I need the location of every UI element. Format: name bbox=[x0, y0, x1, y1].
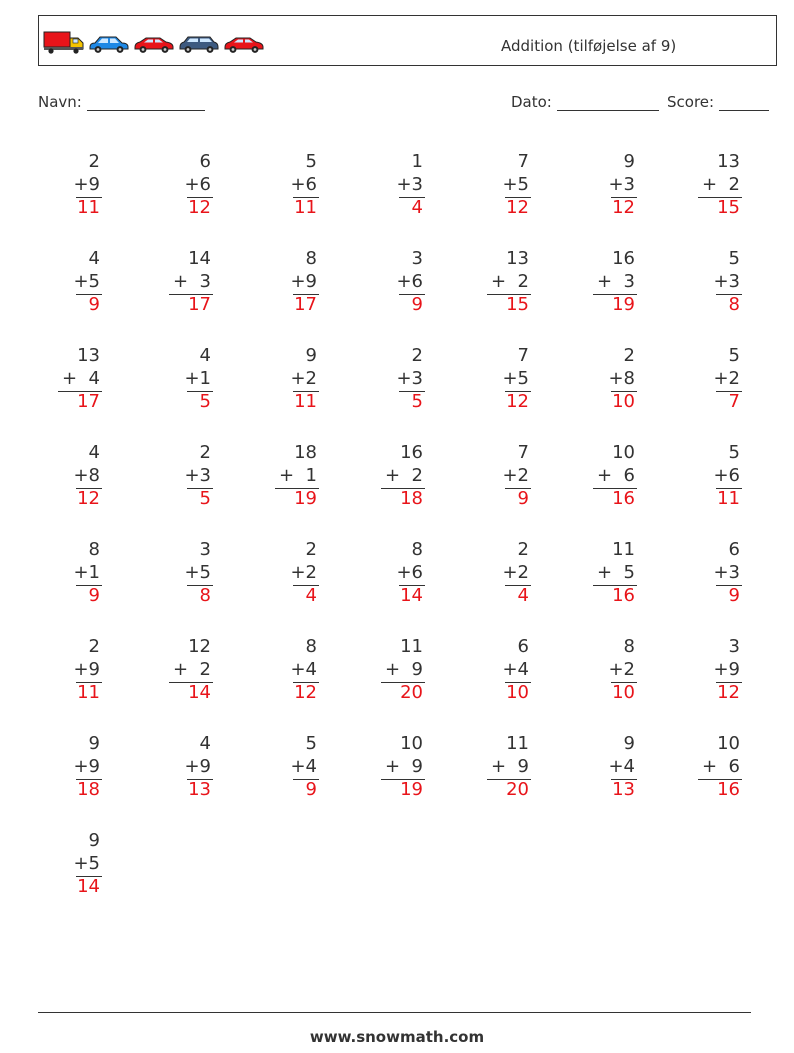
score-blank[interactable] bbox=[719, 95, 769, 111]
addend-top: 1 bbox=[411, 151, 423, 172]
addend-bottom: +2 bbox=[608, 659, 635, 680]
addend-bottom: +4 bbox=[502, 659, 529, 680]
addend-top: 2 bbox=[305, 539, 317, 560]
answer: 9 bbox=[411, 294, 423, 315]
answer: 10 bbox=[506, 682, 529, 703]
addend-bottom: +2 bbox=[290, 368, 317, 389]
addend-bottom: +9 bbox=[73, 659, 100, 680]
worksheet-header bbox=[38, 15, 777, 66]
answer: 16 bbox=[612, 585, 635, 606]
addend-top: 11 bbox=[612, 539, 635, 560]
answer: 12 bbox=[294, 682, 317, 703]
answer: 5 bbox=[199, 391, 211, 412]
addend-bottom: + 4 bbox=[62, 368, 100, 389]
addend-top: 7 bbox=[517, 151, 529, 172]
addend-top: 12 bbox=[188, 636, 211, 657]
answer: 4 bbox=[411, 197, 423, 218]
answer: 16 bbox=[717, 779, 740, 800]
addend-top: 5 bbox=[728, 442, 740, 463]
addend-bottom: +6 bbox=[396, 562, 423, 583]
addend-bottom: +9 bbox=[290, 271, 317, 292]
addend-bottom: +3 bbox=[396, 368, 423, 389]
addend-bottom: +1 bbox=[184, 368, 211, 389]
answer: 12 bbox=[506, 391, 529, 412]
addend-top: 8 bbox=[305, 636, 317, 657]
addend-bottom: +5 bbox=[502, 174, 529, 195]
addend-bottom: + 5 bbox=[597, 562, 635, 583]
answer: 20 bbox=[400, 682, 423, 703]
addend-bottom: +2 bbox=[713, 368, 740, 389]
addend-bottom: + 2 bbox=[702, 174, 740, 195]
addend-top: 13 bbox=[506, 248, 529, 269]
addend-bottom: +9 bbox=[713, 659, 740, 680]
answer: 4 bbox=[305, 585, 317, 606]
answer: 15 bbox=[717, 197, 740, 218]
answer: 14 bbox=[77, 876, 100, 897]
answer: 19 bbox=[294, 488, 317, 509]
answer: 11 bbox=[294, 391, 317, 412]
name-field bbox=[38, 93, 205, 111]
addend-bottom: + 2 bbox=[385, 465, 423, 486]
addend-top: 13 bbox=[717, 151, 740, 172]
addend-top: 13 bbox=[77, 345, 100, 366]
answer: 17 bbox=[77, 391, 100, 412]
addend-top: 3 bbox=[411, 248, 423, 269]
answer: 19 bbox=[612, 294, 635, 315]
addend-bottom: +2 bbox=[290, 562, 317, 583]
addend-bottom: +3 bbox=[713, 271, 740, 292]
addend-top: 14 bbox=[188, 248, 211, 269]
addend-top: 16 bbox=[612, 248, 635, 269]
answer: 9 bbox=[728, 585, 740, 606]
addend-top: 16 bbox=[400, 442, 423, 463]
addend-bottom: + 1 bbox=[279, 465, 317, 486]
answer: 11 bbox=[717, 488, 740, 509]
answer: 8 bbox=[728, 294, 740, 315]
addend-top: 10 bbox=[400, 733, 423, 754]
answer: 18 bbox=[400, 488, 423, 509]
answer: 12 bbox=[506, 197, 529, 218]
footer-divider bbox=[38, 1012, 751, 1013]
addend-top: 5 bbox=[728, 345, 740, 366]
answer: 18 bbox=[77, 779, 100, 800]
answer: 11 bbox=[77, 197, 100, 218]
addend-bottom: +3 bbox=[608, 174, 635, 195]
car-icon bbox=[133, 34, 175, 54]
addend-bottom: +9 bbox=[73, 756, 100, 777]
addend-bottom: + 3 bbox=[173, 271, 211, 292]
addend-bottom: +4 bbox=[608, 756, 635, 777]
truck-icon bbox=[43, 30, 85, 54]
answer: 9 bbox=[517, 488, 529, 509]
addend-bottom: + 2 bbox=[173, 659, 211, 680]
addend-bottom: +2 bbox=[502, 465, 529, 486]
addend-bottom: +3 bbox=[184, 465, 211, 486]
addend-bottom: + 2 bbox=[491, 271, 529, 292]
answer: 15 bbox=[506, 294, 529, 315]
addend-bottom: +4 bbox=[290, 659, 317, 680]
answer: 9 bbox=[305, 779, 317, 800]
addend-bottom: + 6 bbox=[702, 756, 740, 777]
answer: 12 bbox=[717, 682, 740, 703]
addend-bottom: +5 bbox=[73, 853, 100, 874]
answer: 17 bbox=[188, 294, 211, 315]
score-field bbox=[667, 93, 769, 111]
addend-bottom: +3 bbox=[713, 562, 740, 583]
addend-top: 4 bbox=[88, 248, 100, 269]
answer: 5 bbox=[199, 488, 211, 509]
addend-top: 8 bbox=[623, 636, 635, 657]
addend-bottom: + 9 bbox=[491, 756, 529, 777]
addend-top: 9 bbox=[88, 733, 100, 754]
addend-top: 5 bbox=[305, 151, 317, 172]
answer: 16 bbox=[612, 488, 635, 509]
addend-bottom: +9 bbox=[73, 174, 100, 195]
addend-bottom: + 6 bbox=[597, 465, 635, 486]
addend-bottom: +6 bbox=[396, 271, 423, 292]
addend-top: 5 bbox=[305, 733, 317, 754]
car-icon bbox=[178, 34, 220, 54]
addend-top: 10 bbox=[612, 442, 635, 463]
addend-bottom: + 9 bbox=[385, 659, 423, 680]
addend-top: 8 bbox=[88, 539, 100, 560]
answer: 17 bbox=[294, 294, 317, 315]
addend-top: 10 bbox=[717, 733, 740, 754]
addend-bottom: +9 bbox=[184, 756, 211, 777]
addend-bottom: +8 bbox=[73, 465, 100, 486]
date-field bbox=[511, 93, 659, 111]
addend-top: 6 bbox=[517, 636, 529, 657]
answer: 12 bbox=[188, 197, 211, 218]
addend-top: 2 bbox=[517, 539, 529, 560]
addend-top: 2 bbox=[88, 151, 100, 172]
car-icon bbox=[88, 34, 130, 54]
vehicle-icons bbox=[43, 28, 265, 54]
addend-top: 2 bbox=[623, 345, 635, 366]
addend-bottom: +4 bbox=[290, 756, 317, 777]
addend-bottom: +3 bbox=[396, 174, 423, 195]
addend-top: 9 bbox=[305, 345, 317, 366]
addend-top: 3 bbox=[728, 636, 740, 657]
addend-top: 9 bbox=[623, 733, 635, 754]
answer: 13 bbox=[612, 779, 635, 800]
addend-top: 11 bbox=[506, 733, 529, 754]
addend-bottom: +5 bbox=[73, 271, 100, 292]
answer: 12 bbox=[77, 488, 100, 509]
addend-top: 8 bbox=[305, 248, 317, 269]
addend-bottom: +5 bbox=[184, 562, 211, 583]
answer: 9 bbox=[88, 294, 100, 315]
answer: 14 bbox=[188, 682, 211, 703]
addend-top: 8 bbox=[411, 539, 423, 560]
answer: 11 bbox=[294, 197, 317, 218]
name-blank[interactable] bbox=[87, 95, 205, 111]
answer: 10 bbox=[612, 391, 635, 412]
addend-bottom: +6 bbox=[713, 465, 740, 486]
date-label: Dato: bbox=[511, 93, 552, 111]
addend-top: 2 bbox=[88, 636, 100, 657]
addend-bottom: +2 bbox=[502, 562, 529, 583]
addend-top: 4 bbox=[88, 442, 100, 463]
answer: 11 bbox=[77, 682, 100, 703]
addend-top: 7 bbox=[517, 442, 529, 463]
worksheet-title: Addition (tilføjelse af 9) bbox=[501, 37, 677, 55]
addend-bottom: +5 bbox=[502, 368, 529, 389]
addend-top: 9 bbox=[88, 830, 100, 851]
addend-bottom: + 9 bbox=[385, 756, 423, 777]
addend-bottom: +1 bbox=[73, 562, 100, 583]
addend-top: 5 bbox=[728, 248, 740, 269]
addend-top: 6 bbox=[728, 539, 740, 560]
name-label: Navn: bbox=[38, 93, 82, 111]
addend-bottom: + 3 bbox=[597, 271, 635, 292]
addend-top: 7 bbox=[517, 345, 529, 366]
addend-top: 4 bbox=[199, 345, 211, 366]
answer: 12 bbox=[612, 197, 635, 218]
addend-bottom: +6 bbox=[290, 174, 317, 195]
answer: 4 bbox=[517, 585, 529, 606]
score-label: Score: bbox=[667, 93, 715, 111]
addend-top: 3 bbox=[199, 539, 211, 560]
addend-top: 9 bbox=[623, 151, 635, 172]
addend-top: 6 bbox=[199, 151, 211, 172]
addend-top: 2 bbox=[411, 345, 423, 366]
answer: 8 bbox=[199, 585, 211, 606]
answer: 9 bbox=[88, 585, 100, 606]
addend-top: 18 bbox=[294, 442, 317, 463]
answer: 19 bbox=[400, 779, 423, 800]
answer: 14 bbox=[400, 585, 423, 606]
answer: 5 bbox=[411, 391, 423, 412]
car-icon bbox=[223, 34, 265, 54]
addend-top: 4 bbox=[199, 733, 211, 754]
answer: 10 bbox=[612, 682, 635, 703]
date-blank[interactable] bbox=[557, 95, 659, 111]
addend-bottom: +6 bbox=[184, 174, 211, 195]
addend-top: 2 bbox=[199, 442, 211, 463]
answer: 13 bbox=[188, 779, 211, 800]
answer: 7 bbox=[728, 391, 740, 412]
answer: 20 bbox=[506, 779, 529, 800]
footer-url: www.snowmath.com bbox=[309, 1028, 485, 1046]
addend-top: 11 bbox=[400, 636, 423, 657]
addend-bottom: +8 bbox=[608, 368, 635, 389]
